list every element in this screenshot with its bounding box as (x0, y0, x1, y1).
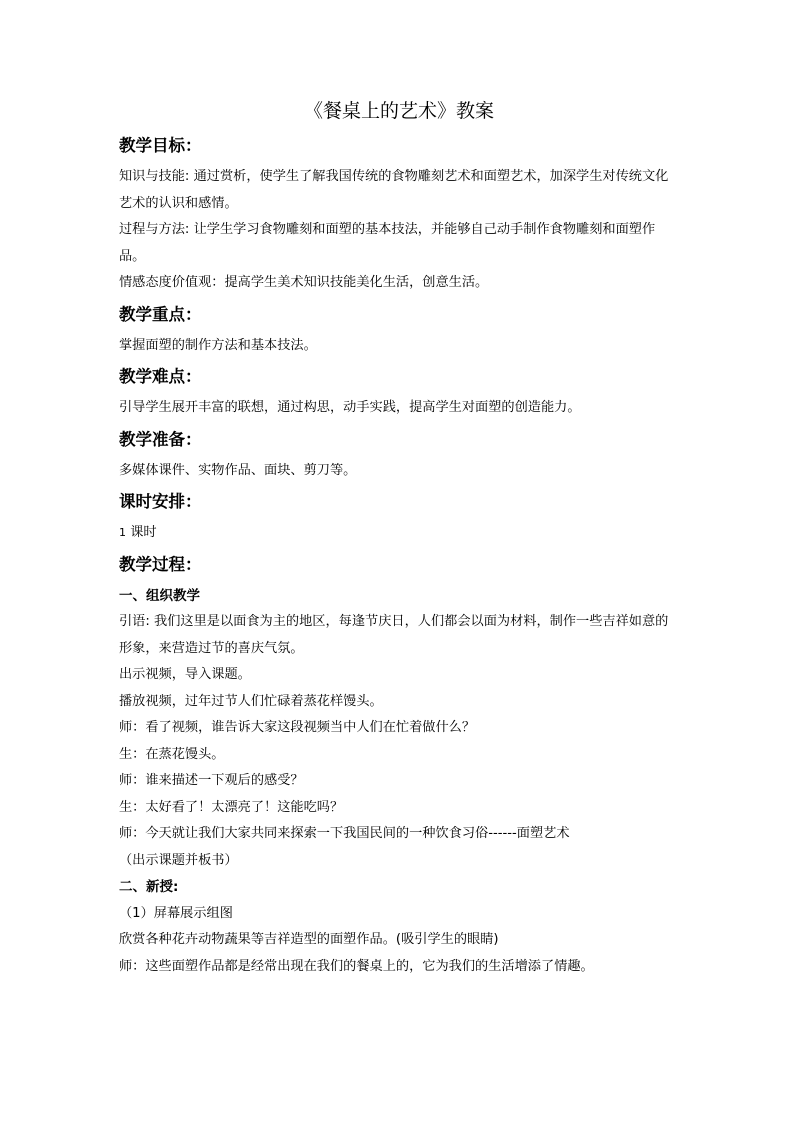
section-1-line: 师：看了视频，谁告诉大家这段视频当中人们在忙着做什么？ (119, 720, 476, 735)
schedule-heading: 课时安排： (119, 492, 202, 511)
section-1-line: （出示课题并板书） (119, 852, 238, 868)
section-1-line: 生：在蒸花馒头。 (119, 746, 225, 762)
preparation-heading: 教学准备： (119, 429, 202, 449)
key-points-heading: 教学重点： (119, 304, 202, 324)
section-2-line: 师：这些面塑作品都是经常出现在我们的餐桌上的，它为我们的生活增添了情趣。 (119, 958, 594, 974)
section-1-line: 生：太好看了！太漂亮了！这能吃吗？ (119, 799, 344, 815)
key-points-text: 掌握面塑的制作方法和基本技法。 (119, 337, 317, 353)
goal-process: 过程与方法: 让学生学习食物雕刻和面塑的基本技法，并能够自己动手制作食物雕刻和面塑作品。 (119, 222, 656, 264)
schedule-unit: 课时 (130, 525, 157, 540)
section-2-title: 二、新授: (119, 879, 179, 895)
schedule-number: 1 (119, 526, 126, 539)
section-1-line: 出示视频，导入课题。 (119, 667, 251, 682)
section-1-line: 师：今天就让我们大家共同来探索一下我国民间的一种饮食习俗------面塑艺术 (119, 826, 570, 841)
difficulties-heading: 教学难点： (119, 367, 202, 386)
section-2-line: （1）屏幕展示组图 (119, 905, 233, 921)
process-heading: 教学过程： (119, 554, 202, 574)
goals-heading: 教学目标： (119, 136, 202, 155)
goal-knowledge: 知识与技能: 通过赏析，使学生了解我国传统的食物雕刻艺术和面塑艺术，加深学生对传统文化艺术的认识和感情。 (119, 169, 669, 211)
schedule-text (119, 520, 679, 547)
difficulties-text: 引导学生展开丰富的联想，通过构思，动手实践，提高学生对面塑的创造能力。 (119, 400, 581, 415)
section-1-title: 一、组织教学 (119, 587, 200, 604)
document-body (119, 98, 679, 980)
document-title: 《餐桌上的艺术》教案 (303, 100, 494, 122)
section-2-line: 欣赏各种花卉动物蔬果等吉祥造型的面塑作品。(吸引学生的眼睛) (119, 932, 499, 947)
section-1-line: 师：谁来描述一下观后的感受？ (119, 773, 304, 788)
section-1-line: 播放视频，过年过节人们忙碌着蒸花样馒头。 (119, 693, 383, 709)
goal-attitude: 情感态度价值观：提高学生美术知识技能美化生活，创意生活。 (119, 275, 489, 290)
section-1-intro: 引语: 我们这里是以面食为主的地区，每逢节庆日，人们都会以面为材料，制作一些吉祥如意的形象，来营造过节的喜庆气氛。 (119, 614, 669, 656)
preparation-text: 多媒体课件、实物作品、面块、剪刀等。 (119, 462, 357, 478)
